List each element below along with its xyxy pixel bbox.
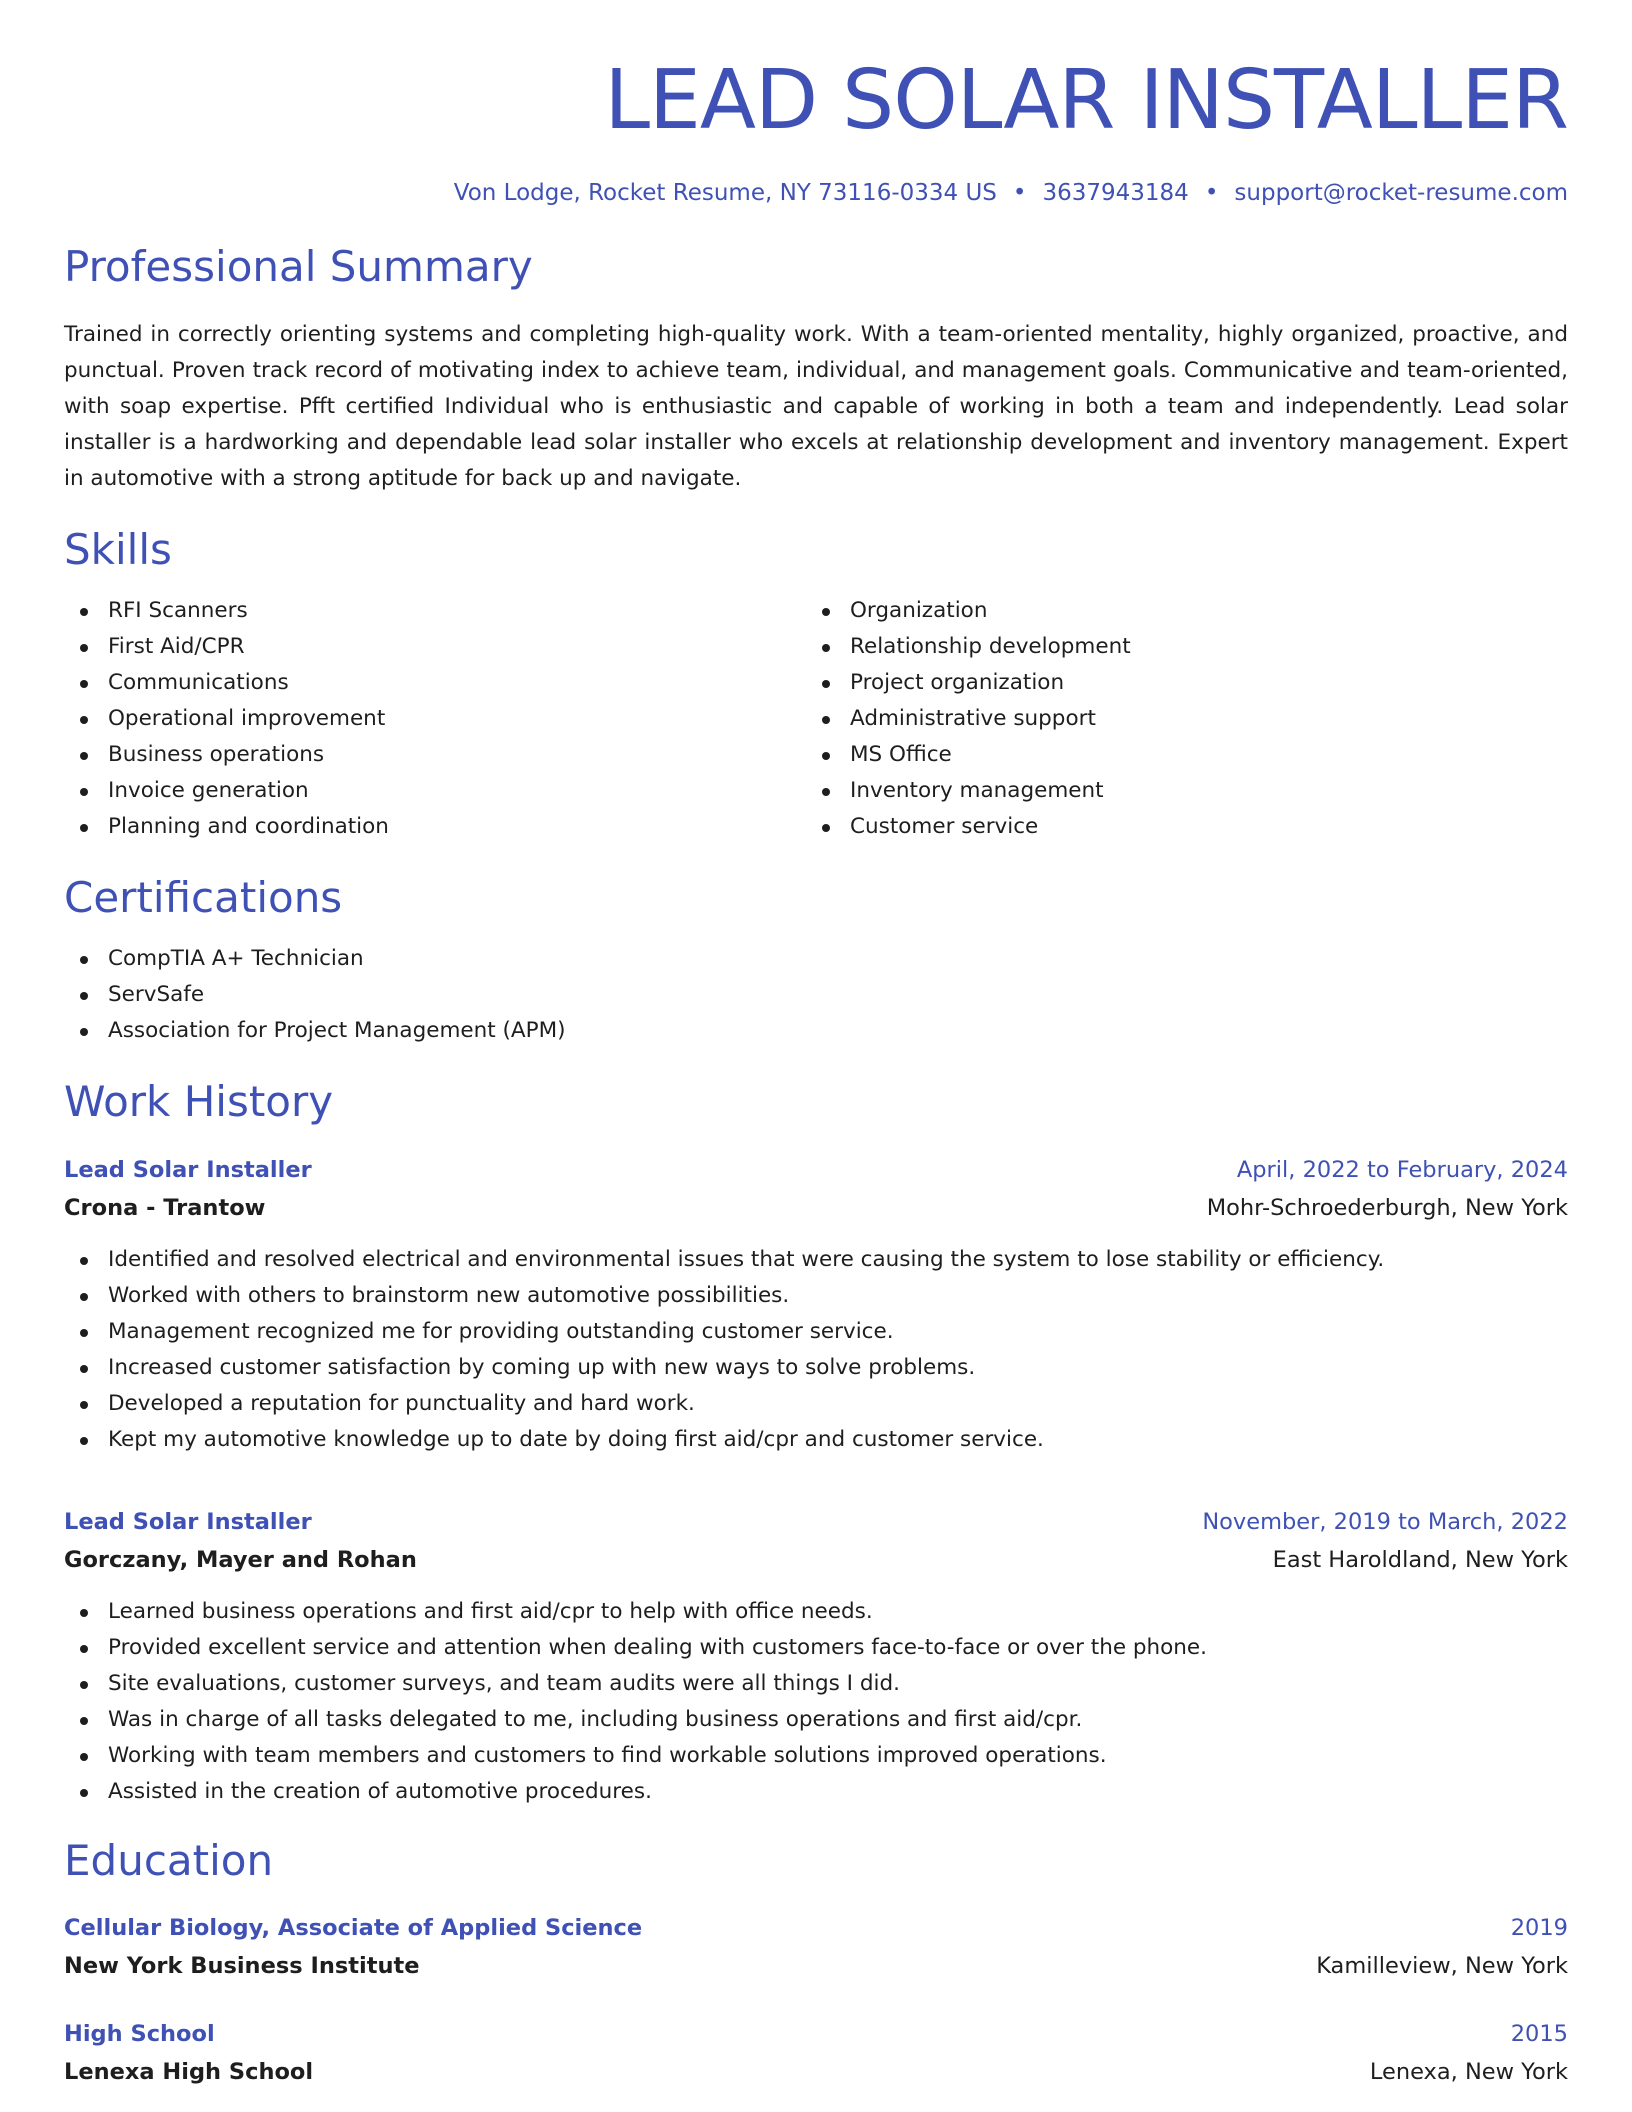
skill-item: Communications: [64, 665, 806, 701]
job-bullet: Kept my automotive knowledge up to date by doing first aid/cpr and customer service.: [64, 1422, 1568, 1458]
certification-item: ServSafe: [64, 977, 1568, 1013]
job-bullet: Identified and resolved electrical and environmental issues that were causing the system to lose stability or efficiency.: [64, 1242, 1568, 1278]
job-company-row: [64, 1188, 1568, 1228]
job-role: Lead Solar Installer: [64, 1508, 312, 1535]
education-school-row: [64, 1946, 1568, 1986]
skill-item: First Aid/CPR: [64, 629, 806, 665]
job-bullet: Working with team members and customers to find workable solutions improved operations.: [64, 1738, 1568, 1774]
job-header-row: [64, 1504, 1568, 1540]
education-entry: [64, 2016, 1568, 2092]
education-location: Lenexa, New York: [1369, 2059, 1568, 2086]
job-bullet: Site evaluations, customer surveys, and team audits were all things I did.: [64, 1666, 1568, 1702]
skill-item: Inventory management: [806, 773, 1548, 809]
job-entry: [64, 1504, 1568, 1810]
education-degree: Cellular Biology, Associate of Applied Science: [64, 1915, 643, 1942]
skills-list-right: [806, 593, 1548, 845]
skill-item: Organization: [806, 593, 1548, 629]
skill-item: Operational improvement: [64, 701, 806, 737]
education-year: 2015: [1510, 2021, 1568, 2048]
job-company: Gorczany, Mayer and Rohan: [64, 1546, 417, 1573]
job-bullet: Increased customer satisfaction by coming up with new ways to solve problems.: [64, 1350, 1568, 1386]
skill-item: MS Office: [806, 737, 1548, 773]
education-year: 2019: [1510, 1915, 1568, 1942]
education-location: Kamilleview, New York: [1316, 1953, 1568, 1980]
job-bullet: Management recognized me for providing outstanding customer service.: [64, 1314, 1568, 1350]
job-company-row: [64, 1540, 1568, 1580]
education-header-row: [64, 1910, 1568, 1946]
job-bullet: Was in charge of all tasks delegated to me, including business operations and first aid/cpr.: [64, 1702, 1568, 1738]
job-location: Mohr-Schroederburgh, New York: [1206, 1194, 1568, 1221]
skills-heading: Skills: [64, 524, 172, 574]
skill-item: Project organization: [806, 665, 1548, 701]
certifications-heading: Certifications: [64, 872, 343, 922]
education-heading: Education: [64, 1835, 274, 1885]
skills-column-right: [806, 593, 1548, 845]
job-bullets: [64, 1242, 1568, 1458]
certifications-list: [64, 941, 1568, 1049]
contact-email[interactable]: support@rocket-resume.com: [1234, 180, 1568, 207]
skill-item: Relationship development: [806, 629, 1548, 665]
skills-list-left: [64, 593, 806, 845]
skills-column-left: [64, 593, 806, 845]
certification-item: CompTIA A+ Technician: [64, 941, 1568, 977]
job-bullet: Worked with others to brainstorm new automotive possibilities.: [64, 1278, 1568, 1314]
education-header-row: [64, 2016, 1568, 2052]
work-history-heading: Work History: [64, 1077, 334, 1127]
certification-item: Association for Project Management (APM): [64, 1013, 1568, 1049]
education-school: Lenexa High School: [64, 2059, 314, 2086]
skill-item: Business operations: [64, 737, 806, 773]
contact-separator: •: [1012, 180, 1027, 207]
resume-title: LEAD SOLAR INSTALLER: [604, 53, 1568, 148]
skill-item: Planning and coordination: [64, 809, 806, 845]
job-bullet: Provided excellent service and attention when dealing with customers face-to-face or over the phone.: [64, 1630, 1568, 1666]
job-dates: April, 2022 to February, 2024: [1236, 1156, 1568, 1183]
skills-grid: [64, 593, 1568, 845]
summary-text: Trained in correctly orienting systems and completing high-quality work. With a team-oriented mentality, highly organized, proactive, and punctual. Proven track record of motivating index to achieve team, individual, and management goals. Communicative and team-oriented, with soap expertise. Pfft certified Individual who is enthusiastic and capable of working in both a team and independently. Lead solar installer is a hardworking and dependable lead solar installer who excels at relationship development and inventory management. Expert in automotive with a strong aptitude for back up and navigate.: [64, 321, 1568, 491]
job-location: East Haroldland, New York: [1272, 1546, 1568, 1573]
contact-phone[interactable]: 3637943184: [1042, 180, 1189, 207]
job-dates: November, 2019 to March, 2022: [1202, 1508, 1568, 1535]
education-entry: [64, 1910, 1568, 1986]
education-degree: High School: [64, 2021, 215, 2048]
skill-item: Invoice generation: [64, 773, 806, 809]
contact-separator: •: [1204, 180, 1219, 207]
job-header-row: [64, 1152, 1568, 1188]
contact-address: Von Lodge, Rocket Resume, NY 73116-0334 US: [453, 180, 997, 207]
skill-item: RFI Scanners: [64, 593, 806, 629]
job-bullet: Learned business operations and first aid/cpr to help with office needs.: [64, 1594, 1568, 1630]
job-bullet: Assisted in the creation of automotive procedures.: [64, 1774, 1568, 1810]
contact-line: [64, 180, 1568, 206]
skill-item: Administrative support: [806, 701, 1548, 737]
job-bullet: Developed a reputation for punctuality and hard work.: [64, 1386, 1568, 1422]
job-company: Crona - Trantow: [64, 1194, 266, 1221]
job-role: Lead Solar Installer: [64, 1156, 312, 1183]
education-school: New York Business Institute: [64, 1953, 420, 1980]
education-school-row: [64, 2052, 1568, 2092]
job-bullets: [64, 1594, 1568, 1810]
job-entry: [64, 1152, 1568, 1458]
skill-item: Customer service: [806, 809, 1548, 845]
summary-heading: Professional Summary: [64, 242, 533, 292]
